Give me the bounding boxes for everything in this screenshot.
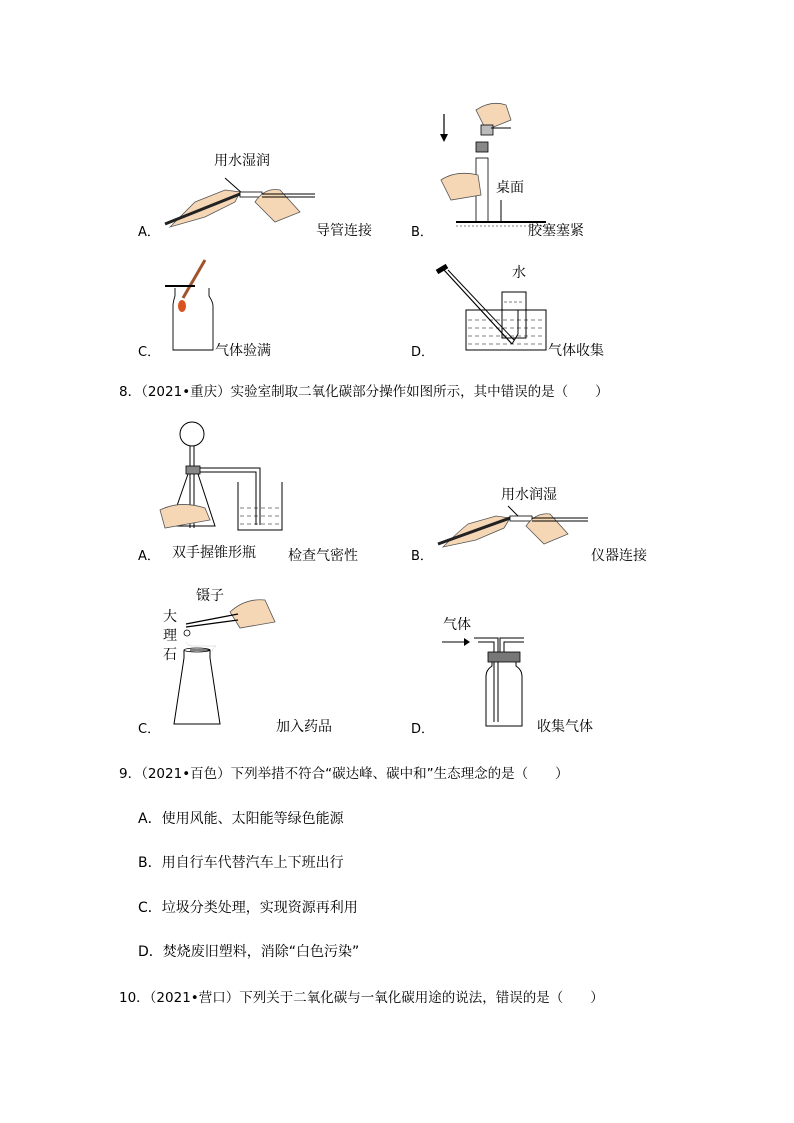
q9-stem: 9．（2021•百色）下列举措不符合“碳达峰、碳中和”生态理念的是（ ） — [119, 766, 569, 782]
q8c-marble-1: 大 — [163, 609, 177, 625]
q9-option-c: C．垃圾分类处理，实现资源再利用 — [138, 900, 358, 916]
q7a-figure — [165, 172, 325, 232]
q8d-label-gas: 气体 — [443, 617, 471, 633]
q9-option-b: B．用自行车代替汽车上下班出行 — [138, 855, 344, 871]
q8c-letter: C． — [138, 722, 161, 737]
q8b-figure — [438, 502, 593, 550]
q8-stem: 8．（2021•重庆）实验室制取二氧化碳部分操作如图所示，其中错误的是（ ） — [119, 384, 609, 400]
q7b-label-desk: 桌面 — [496, 180, 524, 196]
q8c-figure — [170, 592, 280, 727]
q7b-figure — [436, 100, 546, 230]
q7c-label-side: 气体验满 — [215, 343, 271, 359]
q8a-figure — [160, 420, 285, 535]
q8d-figure — [440, 632, 540, 728]
q10-stem: 10．（2021•营口）下列关于二氧化碳与一氧化碳用途的说法，错误的是（ ） — [119, 990, 604, 1006]
q9-option-a: A．使用风能、太阳能等绿色能源 — [138, 811, 344, 827]
q8b-label-side: 仪器连接 — [591, 548, 647, 564]
q7c-letter: C． — [138, 345, 161, 360]
q8a-label-side: 检查气密性 — [288, 548, 358, 564]
q8c-marble-3: 石 — [163, 647, 177, 663]
q8d-letter: D． — [411, 722, 435, 737]
q7d-label-side: 气体收集 — [548, 343, 604, 359]
q8c-label-tweezers: 镊子 — [196, 588, 224, 604]
q7d-letter: D． — [411, 345, 435, 360]
q7a-label-side: 导管连接 — [316, 223, 372, 239]
q9-option-d: D．焚烧废旧塑料，消除“白色污染” — [138, 944, 360, 960]
q7c-figure — [165, 258, 220, 353]
q8b-letter: B． — [411, 549, 433, 564]
q8c-label-side: 加入药品 — [276, 719, 332, 735]
q7b-label-side: 胶塞塞紧 — [528, 223, 584, 239]
q8d-label-side: 收集气体 — [537, 719, 593, 735]
q8a-letter: A． — [138, 549, 160, 564]
q7d-label-water: 水 — [512, 265, 526, 281]
q7a-letter: A． — [138, 225, 160, 240]
q7d-figure — [432, 262, 552, 354]
q8c-marble-2: 理 — [163, 628, 177, 644]
q8a-label-hands: 双手握锥形瓶 — [172, 545, 256, 561]
q7a-label-wet: 用水湿润 — [214, 153, 270, 169]
q7b-letter: B． — [411, 225, 433, 240]
q8b-label-wet: 用水润湿 — [501, 487, 557, 503]
